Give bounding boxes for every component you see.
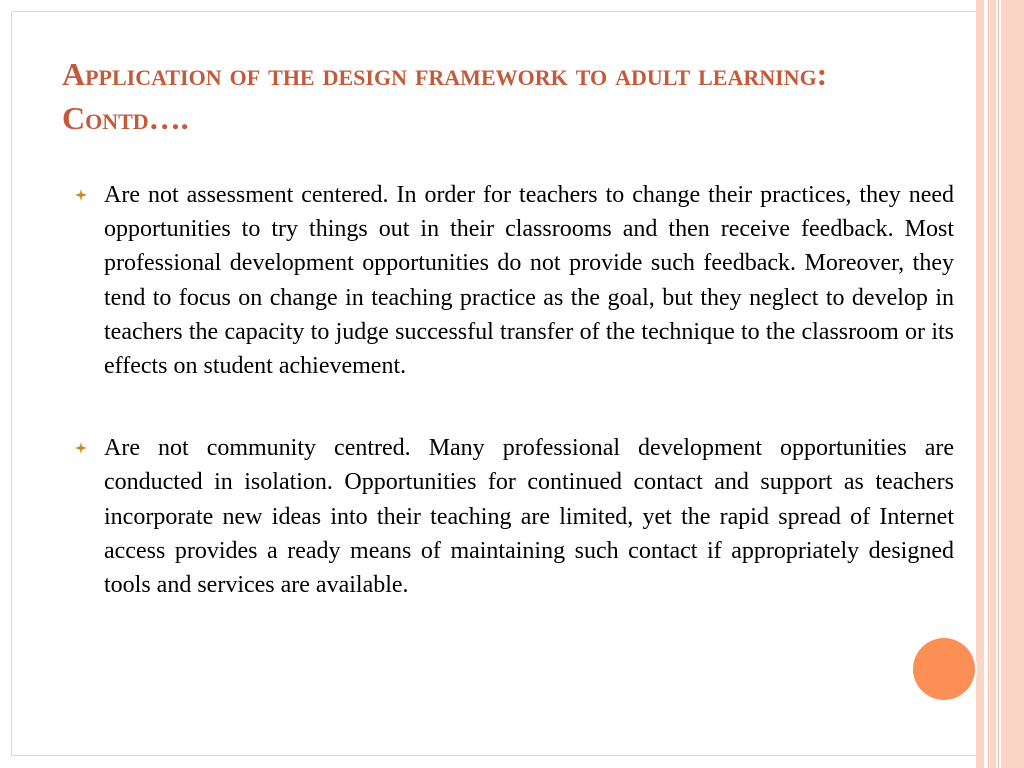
slide-title: Application of the design framework to adult learning: Contd…. [62,56,828,136]
decorative-stripe-line [988,0,989,768]
decorative-stripe-line [998,0,999,768]
decorative-circle [913,638,975,700]
diamond-bullet-icon [74,441,88,455]
decorative-stripe [1001,0,1024,768]
decorative-stripe [976,0,984,768]
slide-content [74,178,954,650]
diamond-bullet-icon [74,188,88,202]
frame-bottom-line [11,755,976,756]
decorative-stripe [990,0,996,768]
bullet-item [74,431,954,602]
bullet-text: Are not assessment centered. In order for teachers to change their practices, they need opportunities to try things out in their classrooms and then receive feedback. Most professional development opportunities do not provide such feedback. Moreover, they tend to focus on change in teaching practice as the goal, but they neglect to develop in teachers the capacity to judge successful transfer of the technique to the classroom or its effects on student achievement. [104,182,954,380]
frame-top-line [11,11,976,12]
bullet-item [74,178,954,383]
bullet-text: Are not community centred. Many professional development opportunities are conducted in isolation. Opportunities for continued contact and support as teachers incorporate new ideas into their teaching are limited, yet the rapid spread of Internet access provides a ready means of maintaining such contact if appropriately designed tools and services are available. [104,435,954,599]
frame-left-line [11,11,12,756]
